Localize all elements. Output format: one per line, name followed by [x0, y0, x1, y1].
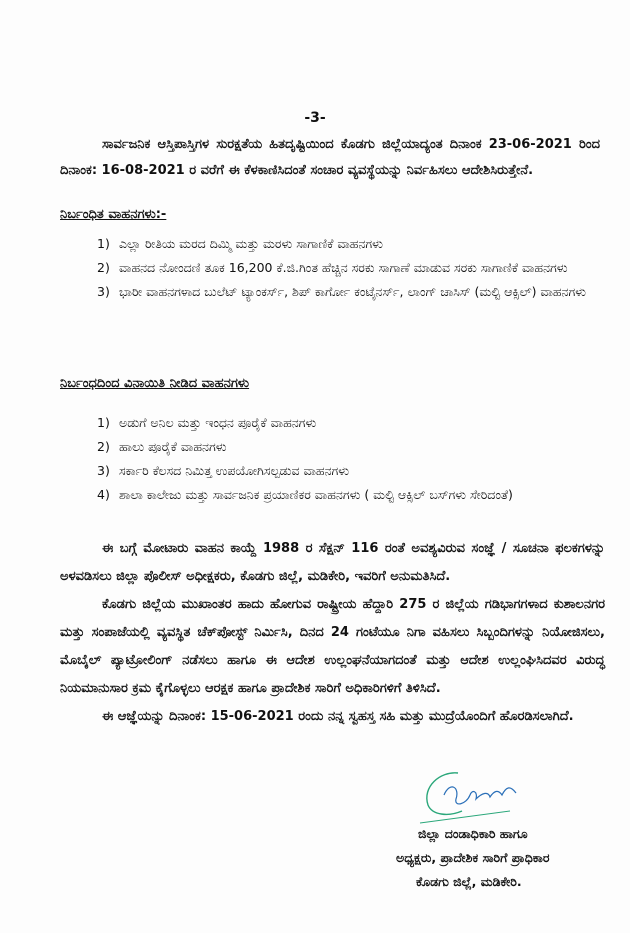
item-number: 4) [97, 487, 110, 502]
item-number: 2) [97, 439, 110, 454]
item-text: ಸರ್ಕಾರಿ ಕೆಲಸದ ನಿಮಿತ್ತ ಉಪಯೋಗಿಸಲ್ಪಡುವ ವಾಹನಗಳು [119, 463, 350, 478]
list-item [97, 436, 605, 457]
item-number: 2) [97, 260, 110, 275]
paragraph-text: ಈ ಆಜ್ಞೆಯನ್ನು ದಿನಾಂಕ: 15-06-2021 ರಂದು ನನ್ನ ಸ್ವಹಸ್ತ ಸಹಿ ಮತ್ತು ಮುದ್ರೆಯೊಂದಿಗೆ ಹೊರಡಿಸಲಾಗಿದೆ. [102, 709, 574, 724]
paragraph-text: ಕೊಡಗು ಜಿಲ್ಲೆಯ ಮುಖಾಂತರ ಹಾದು ಹೋಗುವ ರಾಷ್ಟ್ರೀಯ ಹೆದ್ದಾರಿ 275 ರ ಜಿಲ್ಲೆಯ ಗಡಿಭಾಗಗಳಾದ ಕುಶಾಲನಗರ ಮತ್ತು ಸಂಪಾಜೆಯಲ್ಲಿ ವ್ಯವಸ್ಥಿತ ಚೆಕ್‌ಪೋಸ್ಟ್ ನಿರ್ಮಿಸಿ, ದಿನದ 24 ಗಂಟೆಯೂ ನಿಗಾ ವಹಿಸಲು ಸಿಬ್ಬಂದಿಗಳನ್ನು ನಿಯೋಜಿಸಲು, ಮೊಬೈಲ್ ಪ್ಯಾಟ್ರೋಲಿಂಗ್ ನಡೆಸಲು ಹಾಗೂ ಈ ಆದೇಶ ಉಲ್ಲಂಘನೆಯಾಗದಂತೆ ಮತ್ತು ಆದೇಶ ಉಲ್ಲಂಘಿಸಿದವರ ವಿರುದ್ಧ ನಿಯಮಾನುಸಾರ ಕ್ರಮ ಕೈಗೊಳ್ಳಲು ಆರಕ್ಷಕ ಹಾಗೂ ಪ್ರಾದೇಶಿಕ ಸಾರಿಗೆ ಅಧಿಕಾರಿಗಳಿಗೆ ತಿಳಿಸಿದೆ. [60, 597, 605, 696]
list-item [97, 412, 605, 433]
intro-paragraph [60, 132, 600, 184]
intro-text: ಸಾರ್ವಜನಿಕ ಆಸ್ತಿಪಾಸ್ತಿಗಳ ಸುರಕ್ಷತೆಯ ಹಿತದೃಷ್ಟಿಯಿಂದ ಕೊಡಗು ಜಿಲ್ಲೆಯಾದ್ಯಂತ ದಿನಾಂಕ 23-06-2021 ರಿಂದ ದಿನಾಂಕ: 16-08-2021 ರ ವರೆಗೆ ಈ ಕೆಳಕಾಣಿಸಿದಂತೆ ಸಂಚಾರ ವ್ಯವಸ್ಥೆಯನ್ನು ನಿರ್ವಹಿಸಲು ಆದೇಶಿಸಿರುತ್ತೇನೆ. [60, 137, 600, 178]
body-paragraph [60, 591, 605, 703]
list-item [97, 233, 605, 254]
item-number: 3) [97, 284, 110, 299]
item-number: 1) [97, 415, 110, 430]
body-paragraph [60, 703, 605, 731]
item-number: 3) [97, 463, 110, 478]
item-text: ಅಡುಗೆ ಅನಿಲ ಮತ್ತು ಇಂಧನ ಪೂರೈಕೆ ವಾಹನಗಳು [119, 415, 317, 430]
list-item [97, 281, 605, 302]
restricted-vehicles-list [97, 233, 605, 305]
item-text: ವಾಹನದ ನೋಂದಣಿ ತೂಕ 16,200 ಕೆ.ಜಿ.ಗಿಂತ ಹೆಚ್ಚಿನ ಸರಕು ಸಾಗಾಣೆ ಮಾಡುವ ಸರಕು ಸಾಗಾಣಿಕೆ ವಾಹನಗಳು [119, 260, 568, 275]
list-item [97, 257, 605, 278]
paragraph-text: ಈ ಬಗ್ಗೆ ಮೋಟಾರು ವಾಹನ ಕಾಯ್ದೆ 1988 ರ ಸೆಕ್ಷನ್ 116 ರಂತೆ ಅವಶ್ಯವಿರುವ ಸಂಜ್ಞೆ / ಸೂಚನಾ ಫಲಕಗಳನ್ನು ಅಳವಡಿಸಲು ಜಿಲ್ಲಾ ಪೊಲೀಸ್ ಅಧೀಕ್ಷಕರು, ಕೊಡಗು ಜಿಲ್ಲೆ, ಮಡಿಕೇರಿ, ಇವರಿಗೆ ಅನುಮತಿಸಿದೆ. [60, 541, 605, 584]
body-paragraph [60, 535, 605, 591]
item-text: ಭಾರೀ ವಾಹನಗಳಾದ ಬುಲೆಟ್ ಟ್ಯಾಂಕರ್ಸ್, ಶಿಪ್ ಕಾರ್ಗೋ ಕಂಟೈನರ್ಸ್, ಲಾಂಗ್ ಚಾಸಿಸ್ (ಮಲ್ಟಿ ಆಕ್ಸಿಲ್) ವಾಹನಗಳು [119, 284, 587, 299]
page-number: -3- [304, 110, 326, 126]
signatory-title: ಜಿಲ್ಲಾ ದಂಡಾಧಿಕಾರಿ ಹಾಗೂ [418, 826, 528, 841]
handwritten-signature [410, 765, 610, 825]
item-text: ಶಾಲಾ ಕಾಲೇಜು ಮತ್ತು ಸಾರ್ವಜನಿಕ ಪ್ರಯಾಣಿಕರ ವಾಹನಗಳು ( ಮಲ್ಟಿ ಆಕ್ಸಿಲ್ ಬಸ್‌ಗಳು ಸೇರಿದಂತೆ) [119, 487, 513, 502]
list-item [97, 484, 605, 505]
signatory-designation: ಅಧ್ಯಕ್ಷರು, ಪ್ರಾದೇಶಿಕ ಸಾರಿಗೆ ಪ್ರಾಧಿಕಾರ [396, 850, 550, 865]
order-body [60, 535, 605, 731]
exempted-vehicles-list [97, 412, 605, 508]
restricted-vehicles-heading: ನಿರ್ಬಂಧಿತ ವಾಹನಗಳು:- [60, 207, 167, 222]
signatory-location: ಕೊಡಗು ಜಿಲ್ಲೆ, ಮಡಿಕೇರಿ. [416, 874, 522, 889]
item-text: ಹಾಲು ಪೂರೈಕೆ ವಾಹನಗಳು [119, 439, 227, 454]
item-text: ಎಲ್ಲಾ ರೀತಿಯ ಮರದ ದಿಮ್ಮಿ ಮತ್ತು ಮರಳು ಸಾಗಾಣಿಕೆ ವಾಹನಗಳು [119, 236, 383, 251]
list-item [97, 460, 605, 481]
exempted-vehicles-heading: ನಿರ್ಬಂಧದಿಂದ ವಿನಾಯಿತಿ ನೀಡಿದ ವಾಹನಗಳು [60, 376, 250, 391]
item-number: 1) [97, 236, 110, 251]
